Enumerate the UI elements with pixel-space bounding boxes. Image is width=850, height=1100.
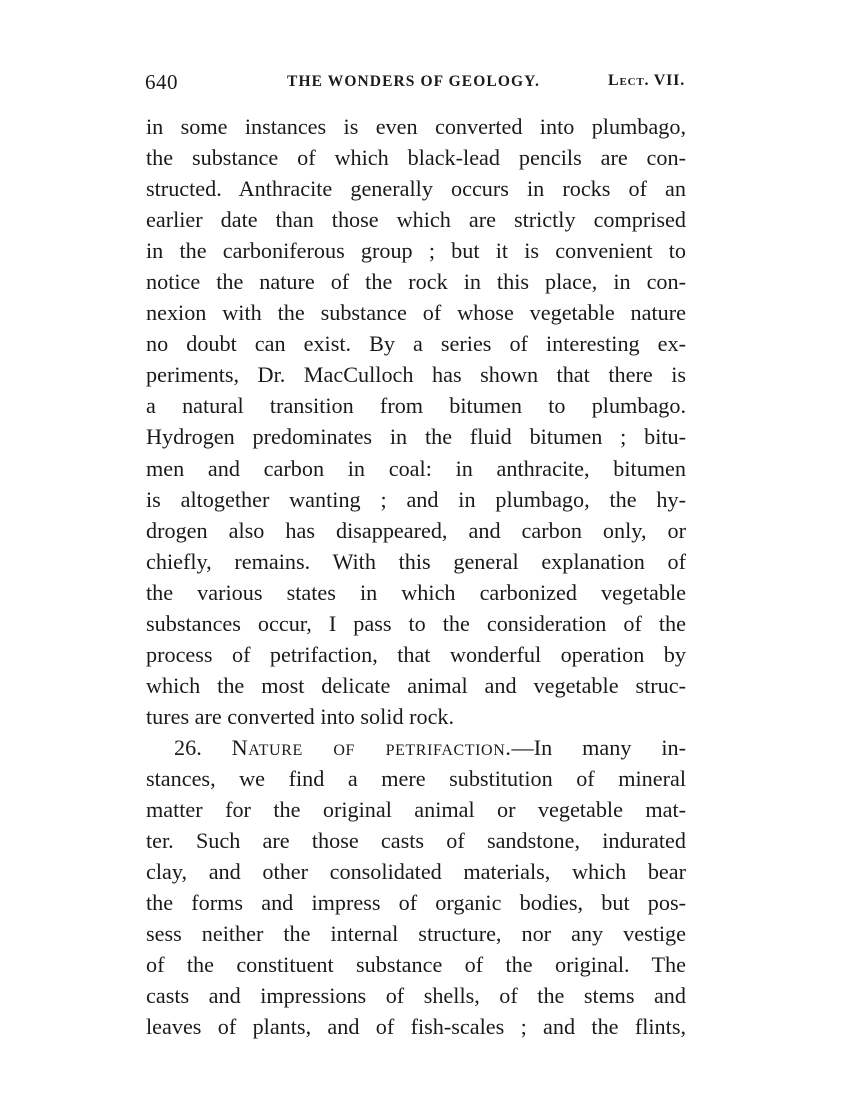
- text-line: chiefly, remains. With this general explanation of: [146, 548, 686, 574]
- text-line: which the most delicate animal and vegetable struc-: [146, 672, 686, 698]
- text-line: tures are converted into solid rock.: [146, 703, 455, 729]
- section-first-line-text: —In many in-: [511, 734, 686, 760]
- text-line: matter for the original animal or vegetable mat-: [146, 797, 686, 823]
- text-line: nexion with the substance of whose vegetable nature: [146, 300, 686, 326]
- text-line: is altogether wanting ; and in plumbago, the hy-: [146, 486, 686, 512]
- text-line: the substance of which black-lead pencils are con-: [146, 145, 686, 171]
- text-line: in some instances is even converted into plumbago,: [146, 114, 686, 139]
- text-line: substances occur, I pass to the consideration of the: [146, 610, 686, 636]
- text-line: of the constituent substance of the original. The: [146, 952, 686, 978]
- lecture-label: [608, 72, 685, 90]
- text-line: leaves of plants, and of fish-scales ; and the flints,: [146, 1014, 686, 1040]
- book-title: THE WONDERS OF GEOLOGY.: [287, 73, 540, 90]
- text-line: earlier date than those which are strictly comprised: [146, 207, 686, 233]
- text-line: periments, Dr. MacCulloch has shown that there is: [146, 362, 686, 388]
- text-line: no doubt can exist. By a series of interesting ex-: [146, 331, 686, 357]
- running-header: [145, 70, 685, 100]
- text-line: Hydrogen predominates in the fluid bitumen ; bitu-: [146, 424, 686, 450]
- text-line: structed. Anthracite generally occurs in rocks of an: [146, 176, 686, 202]
- text-line: a natural transition from bitumen to plumbago.: [146, 393, 686, 419]
- text-line: the forms and impress of organic bodies, but pos-: [146, 890, 686, 916]
- section-first-line: [146, 732, 686, 763]
- text-line: process of petrifaction, that wonderful operation by: [146, 641, 686, 667]
- text-line: sess neither the internal structure, nor any vestige: [146, 921, 686, 947]
- text-line: notice the nature of the rock in this place, in con-: [146, 269, 686, 295]
- text-line: drogen also has disappeared, and carbon only, or: [146, 517, 686, 543]
- text-line: stances, we find a mere substitution of mineral: [146, 765, 686, 791]
- paragraph-1: [146, 111, 686, 732]
- section-number: 26.: [174, 734, 202, 760]
- text-line: ter. Such are those casts of sandstone, indurated: [146, 828, 686, 854]
- text-line: men and carbon in coal: in anthracite, bitumen: [146, 455, 686, 481]
- lecture-label-text: Lect. VII.: [607, 72, 685, 89]
- body-text: [146, 111, 686, 1042]
- paragraph-2: [146, 732, 686, 1042]
- text-line: the various states in which carbonized vegetable: [146, 579, 686, 605]
- page-number: 640: [145, 70, 178, 94]
- text-line: in the carboniferous group ; but it is convenient to: [146, 238, 686, 264]
- text-line: casts and impressions of shells, of the stems and: [146, 983, 686, 1009]
- text-line: clay, and other consolidated materials, which bear: [146, 859, 686, 885]
- section-heading: Nature of petrifaction.: [231, 734, 512, 760]
